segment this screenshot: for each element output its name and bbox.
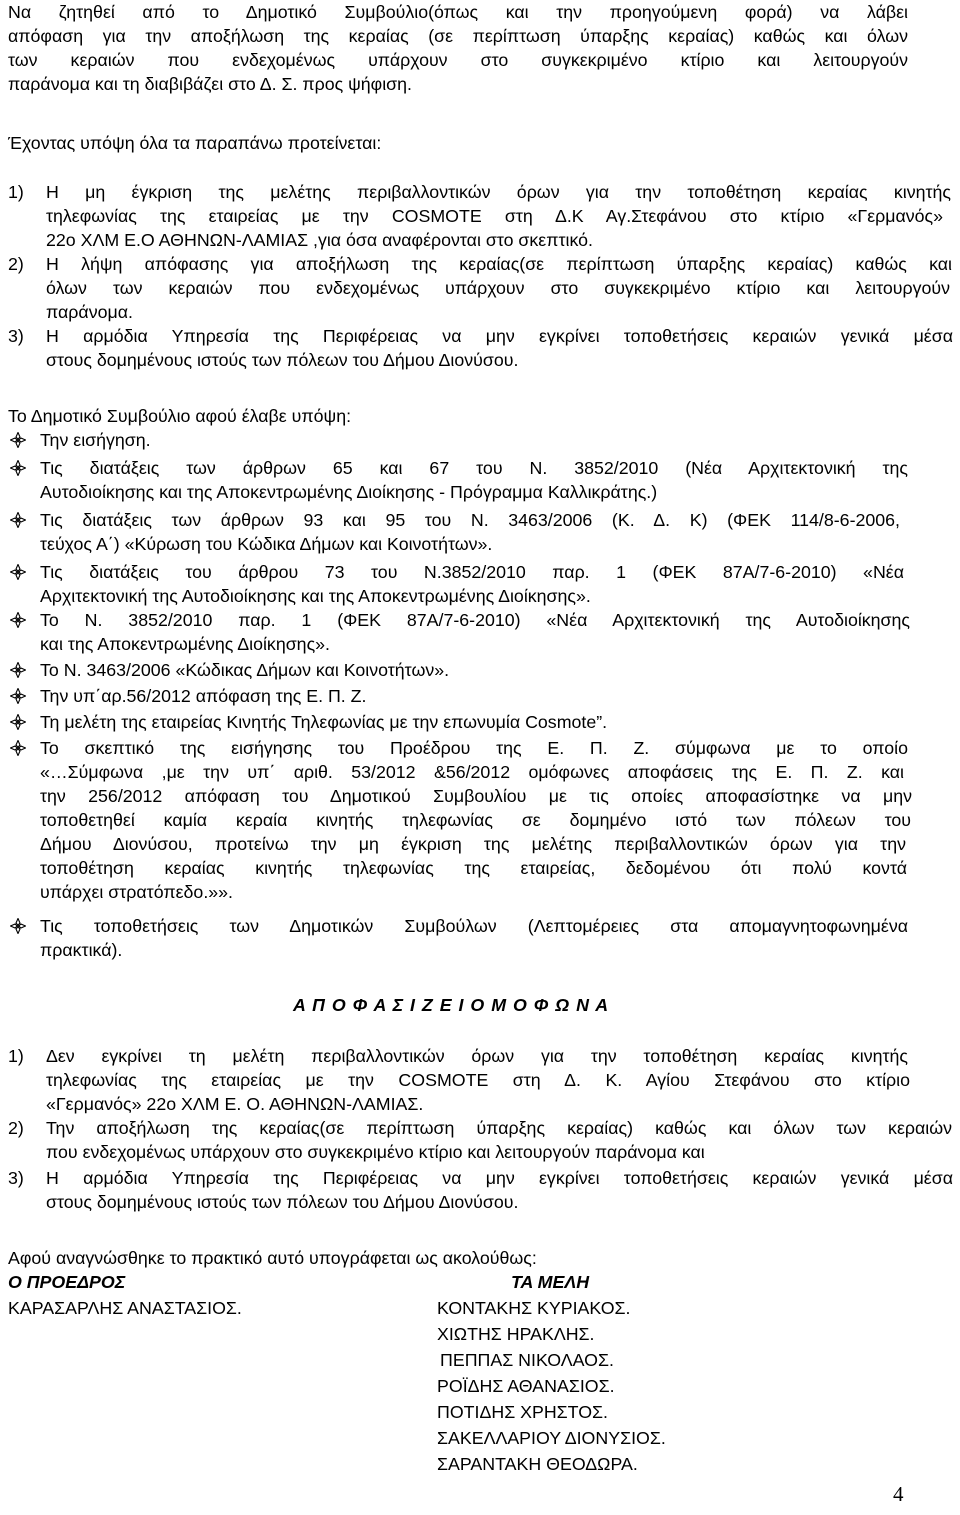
consideration-line: Τις διατάξεις του άρθρου 73 του Ν.3852/2010 παρ. 1 (ΦΕΚ 87Α/7-6-2010) «Νέα — [40, 562, 904, 582]
proposal-heading: Έχοντας υπόψη όλα τα παραπάνω προτείνεται: — [8, 133, 382, 153]
proposal-line: Η μη έγκριση της μελέτης περιβαλλοντικών όρων για την τοποθέτηση κεραίας κινητής — [46, 182, 951, 202]
president-name: ΚΑΡΑΣΑΡΛΗΣ ΑΝΑΣΤΑΣΙΟΣ. — [8, 1298, 242, 1318]
four-diamond-bullet-icon — [10, 918, 26, 934]
member-name: ΚΟΝΤΑΚΗΣ ΚΥΡΙΑΚΟΣ. — [437, 1298, 631, 1318]
member-name: ΡΟΪΔΗΣ ΑΘΑΝΑΣΙΟΣ. — [437, 1376, 615, 1396]
decision-line: στους δομημένους ιστούς των πόλεων του Δήμου Διονύσου. — [46, 1192, 519, 1212]
decision-number: 3) — [8, 1168, 24, 1188]
consideration-line: τοποθέτηση κεραίας κινητής τηλεφωνίας της εταιρείας, δεδομένου ότι πολύ κοντά — [40, 858, 907, 878]
member-name: ΧΙΩΤΗΣ ΗΡΑΚΛΗΣ. — [437, 1324, 595, 1344]
decision-line: τηλεφωνίας της εταιρείας με την COSMOTE στη Δ. Κ. Αγίου Στεφάνου στο κτίριο — [46, 1070, 910, 1090]
four-diamond-bullet-icon — [10, 460, 26, 476]
consideration-line: Την υπ΄αρ.56/2012 απόφαση της Ε. Π. Ζ. — [40, 686, 367, 706]
consideration-line: πρακτικά). — [40, 940, 123, 960]
intro-line: απόφαση για την αποξήλωση της κεραίας (σε περίπτωση ύπαρξης κεραίας) καθώς και όλων — [8, 26, 908, 46]
consideration-line: Τις διατάξεις των άρθρων 65 και 67 του Ν. 3852/2010 (Νέα Αρχιτεκτονική της — [40, 458, 908, 478]
four-diamond-bullet-icon — [10, 612, 26, 628]
considerations-heading: Το Δημοτικό Συμβούλιο αφού έλαβε υπόψη: — [8, 406, 352, 426]
consideration-line: Αρχιτεκτονική της Αυτοδιοίκησης και της Αποκεντρωμένης Διοίκησης». — [40, 586, 591, 606]
member-name: ΣΑΡΑΝΤΑΚΗ ΘΕΟΔΩΡΑ. — [437, 1454, 638, 1474]
consideration-line: και της Αποκεντρωμένης Διοίκησης». — [40, 634, 330, 654]
consideration-line: Δήμου Διονύσου, προτείνω την μη έγκριση της μελέτης περιβαλλοντικών όρων για την — [40, 834, 906, 854]
consideration-line: Το σκεπτικό της εισήγησης του Προέδρου της Ε. Π. Ζ. σύμφωνα με το οποίο — [40, 738, 908, 758]
four-diamond-bullet-icon — [10, 688, 26, 704]
proposal-line: στους δομημένους ιστούς των πόλεων του Δήμου Διονύσου. — [46, 350, 519, 370]
intro-line: Να ζητηθεί από το Δημοτικό Συμβούλιο(όπως και την προηγούμενη φορά) να λάβει — [8, 2, 908, 22]
proposal-line: όλων των κεραιών που ενδεχομένως υπάρχουν στο συγκεκριμένο κτίριο και λειτουργούν — [46, 278, 950, 298]
page-number: 4 — [893, 1482, 904, 1506]
proposal-number: 1) — [8, 182, 24, 202]
four-diamond-bullet-icon — [10, 714, 26, 730]
consideration-line: Τις τοποθετήσεις των Δημοτικών Συμβούλων (Λεπτομέρειες στα απομαγνητοφωνημένα — [40, 916, 908, 936]
proposal-line: Η αρμόδια Υπηρεσία της Περιφέρειας να μην εγκρίνει τοποθετήσεις κεραιών γενικά μέσα — [46, 326, 953, 346]
consideration-line: την 256/2012 απόφαση του Δημοτικού Συμβουλίου με τις οποίες αποφασίστηκε να μην — [40, 786, 912, 806]
four-diamond-bullet-icon — [10, 662, 26, 678]
intro-line: των κεραιών που ενδεχομένως υπάρχουν στο συγκεκριμένο κτίριο και λειτουργούν — [8, 50, 908, 70]
decision-number: 1) — [8, 1046, 24, 1066]
consideration-line: υπάρχει στρατόπεδο.»». — [40, 882, 233, 902]
consideration-line: Τις διατάξεις των άρθρων 93 και 95 του Ν. 3463/2006 (Κ. Δ. Κ) (ΦΕΚ 114/8-6-2006, — [40, 510, 900, 530]
consideration-line: Την εισήγηση. — [40, 430, 151, 450]
proposal-line: παράνομα. — [46, 302, 133, 322]
proposal-number: 2) — [8, 254, 24, 274]
signatures-intro: Αφού αναγνώσθηκε το πρακτικό αυτό υπογράφεται ως ακολούθως: — [8, 1248, 537, 1268]
proposal-line: τηλεφωνίας της εταιρείας με την COSMOTE στη Δ.Κ Αγ.Στεφάνου στο κτίριο «Γερμανός» — [46, 206, 943, 226]
decision-title: Α Π Ο Φ Α Σ Ι Ζ Ε Ι Ο Μ Ο Φ Ω Ν Α — [293, 995, 610, 1015]
consideration-line: τοποθετηθεί καμία κεραία κινητής τηλεφωνίας σε δομημένο ιστό των πόλεων του — [40, 810, 911, 830]
president-heading: Ο ΠΡΟΕΔΡΟΣ — [8, 1272, 126, 1292]
proposal-number: 3) — [8, 326, 24, 346]
member-name: ΣΑΚΕΛΛΑΡΙΟΥ ΔΙΟΝΥΣΙΟΣ. — [437, 1428, 666, 1448]
consideration-line: Το Ν. 3463/2006 «Κώδικας Δήμων και Κοινοτήτων». — [40, 660, 450, 680]
decision-line: Η αρμόδια Υπηρεσία της Περιφέρειας να μην εγκρίνει τοποθετήσεις κεραιών γενικά μέσα — [46, 1168, 953, 1188]
members-heading: ΤΑ ΜΕΛΗ — [511, 1272, 590, 1292]
consideration-line: «…Σύμφωνα ,με την υπ΄ αριθ. 53/2012 &56/2012 ομόφωνες αποφάσεις της Ε. Π. Ζ. και — [40, 762, 904, 782]
four-diamond-bullet-icon — [10, 512, 26, 528]
decision-line: «Γερμανός» 22ο ΧΛΜ Ε. Ο. ΑΘΗΝΩΝ-ΛΑΜΙΑΣ. — [46, 1094, 424, 1114]
decision-line: Δεν εγκρίνει τη μελέτη περιβαλλοντικών όρων για την τοποθέτηση κεραίας κινητής — [46, 1046, 908, 1066]
consideration-line: τεύχος Α΄) «Κύρωση του Κώδικα Δήμων και Κοινοτήτων». — [40, 534, 493, 554]
four-diamond-bullet-icon — [10, 432, 26, 448]
consideration-line: Τη μελέτη της εταιρείας Κινητής Τηλεφωνίας με την επωνυμία Cosmote”. — [40, 712, 608, 732]
decision-number: 2) — [8, 1118, 24, 1138]
member-name: ΠΟΤΙΔΗΣ ΧΡΗΣΤΟΣ. — [437, 1402, 608, 1422]
intro-line: παράνομα και τη διαβιβάζει στο Δ. Σ. προς ψήφιση. — [8, 74, 412, 94]
decision-line: που ενδεχομένως υπάρχουν στο συγκεκριμένο κτίριο και λειτουργούν παράνομα και — [46, 1142, 705, 1162]
consideration-line: Αυτοδιοίκησης και της Αποκεντρωμένης Διοίκησης - Πρόγραμμα Καλλικράτης.) — [40, 482, 658, 502]
consideration-line: Το Ν. 3852/2010 παρ. 1 (ΦΕΚ 87Α/7-6-2010) «Νέα Αρχιτεκτονική της Αυτοδιοίκησης — [40, 610, 910, 630]
four-diamond-bullet-icon — [10, 564, 26, 580]
proposal-line: Η λήψη απόφασης για αποξήλωση της κεραίας(σε περίπτωση ύπαρξης κεραίας) καθώς και — [46, 254, 952, 274]
proposal-line: 22ο ΧΛΜ Ε.Ο ΑΘΗΝΩΝ-ΛΑΜΙΑΣ ,για όσα αναφέρονται στο σκεπτικό. — [46, 230, 593, 250]
member-name: ΠΕΠΠΑΣ ΝΙΚΟΛΑΟΣ. — [440, 1350, 614, 1370]
decision-line: Την αποξήλωση της κεραίας(σε περίπτωση ύπαρξης κεραίας) καθώς και όλων των κεραιών — [46, 1118, 952, 1138]
four-diamond-bullet-icon — [10, 740, 26, 756]
